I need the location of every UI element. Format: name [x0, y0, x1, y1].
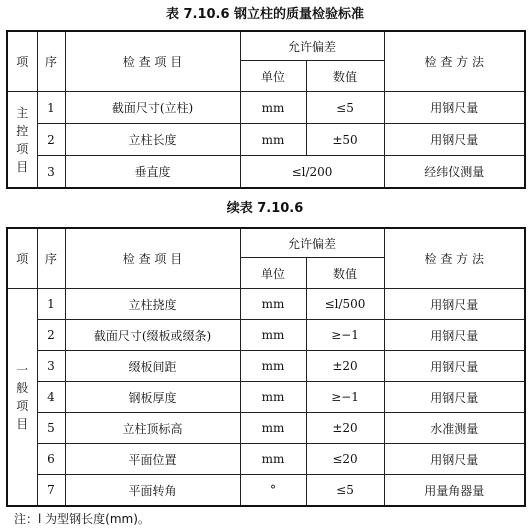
header-unit: 单位 — [240, 258, 306, 289]
header-tolerance: 允许偏差 — [240, 31, 384, 61]
quality-standard-table — [6, 30, 526, 189]
cell-unit: mm — [240, 289, 306, 320]
cell-item: 立柱挠度 — [65, 289, 240, 320]
cell-item: 钢板厚度 — [65, 382, 240, 413]
header-unit: 单位 — [240, 61, 306, 92]
header-seq: 序 — [37, 228, 65, 289]
cell-item: 立柱长度 — [65, 124, 240, 156]
header-tolerance: 允许偏差 — [240, 228, 384, 258]
cell-value: ≤l/500 — [306, 289, 384, 320]
cell-unit: mm — [240, 444, 306, 475]
cell-seq: 1 — [37, 289, 65, 320]
cell-item: 垂直度 — [65, 156, 240, 189]
cell-value: ≤20 — [306, 444, 384, 475]
cell-method: 用钢尺量 — [384, 289, 525, 320]
table-row — [7, 289, 525, 320]
category-general: 一 般 项 目 — [7, 289, 37, 507]
cell-seq: 2 — [37, 320, 65, 351]
cell-seq: 5 — [37, 413, 65, 444]
header-value: 数值 — [306, 61, 384, 92]
cell-unit: mm — [240, 92, 306, 124]
table-row — [7, 156, 525, 189]
cell-item: 平面位置 — [65, 444, 240, 475]
cell-method: 水准测量 — [384, 413, 525, 444]
cell-value: ±20 — [306, 351, 384, 382]
table-note: 注：l 为型钢长度(mm)。 — [14, 512, 150, 526]
table-row — [7, 351, 525, 382]
cell-method: 用量角器量 — [384, 475, 525, 507]
table-2-title: 续表 7.10.6 — [226, 201, 304, 216]
cell-seq: 7 — [37, 475, 65, 507]
cell-value: ±50 — [306, 124, 384, 156]
cell-method: 用钢尺量 — [384, 124, 525, 156]
cell-method: 用钢尺量 — [384, 320, 525, 351]
cell-seq: 3 — [37, 156, 65, 189]
header-seq: 序 — [37, 31, 65, 92]
table-row — [7, 320, 525, 351]
cell-value: ≤5 — [306, 92, 384, 124]
cell-unit: mm — [240, 413, 306, 444]
cell-value: ±20 — [306, 413, 384, 444]
header-item: 检 查 项 目 — [65, 31, 240, 92]
header-method: 检 查 方 法 — [384, 228, 525, 289]
cell-item: 截面尺寸(缀板或缀条) — [65, 320, 240, 351]
cell-item: 平面转角 — [65, 475, 240, 507]
cell-seq: 4 — [37, 382, 65, 413]
cell-value: ≤5 — [306, 475, 384, 507]
table-row — [7, 444, 525, 475]
cell-item: 截面尺寸(立柱) — [65, 92, 240, 124]
cell-unit: mm — [240, 320, 306, 351]
table-row — [7, 475, 525, 507]
cell-seq: 3 — [37, 351, 65, 382]
cell-merged-value: ≤l/200 — [240, 156, 384, 189]
header-category: 项 — [7, 31, 37, 92]
cell-value: ≥−1 — [306, 320, 384, 351]
table-row — [7, 124, 525, 156]
header-value: 数值 — [306, 258, 384, 289]
header-method: 检 查 方 法 — [384, 31, 525, 92]
continued-table — [6, 227, 526, 507]
cell-method: 用钢尺量 — [384, 351, 525, 382]
cell-seq: 1 — [37, 92, 65, 124]
cell-unit: mm — [240, 382, 306, 413]
cell-value: ≥−1 — [306, 382, 384, 413]
cell-method: 用钢尺量 — [384, 92, 525, 124]
cell-item: 缀板间距 — [65, 351, 240, 382]
cell-unit: mm — [240, 351, 306, 382]
table-row — [7, 382, 525, 413]
table-row — [7, 413, 525, 444]
cell-unit: ° — [240, 475, 306, 507]
category-main-control: 主 控 项 目 — [7, 92, 37, 189]
table-1-title: 表 7.10.6 钢立柱的质量检验标准 — [165, 7, 365, 22]
cell-method: 用钢尺量 — [384, 444, 525, 475]
cell-seq: 6 — [37, 444, 65, 475]
cell-item: 立柱顶标高 — [65, 413, 240, 444]
cell-method: 用钢尺量 — [384, 382, 525, 413]
table-row — [7, 92, 525, 124]
cell-seq: 2 — [37, 124, 65, 156]
cell-method: 经纬仪测量 — [384, 156, 525, 189]
cell-unit: mm — [240, 124, 306, 156]
header-category: 项 — [7, 228, 37, 289]
header-item: 检 查 项 目 — [65, 228, 240, 289]
